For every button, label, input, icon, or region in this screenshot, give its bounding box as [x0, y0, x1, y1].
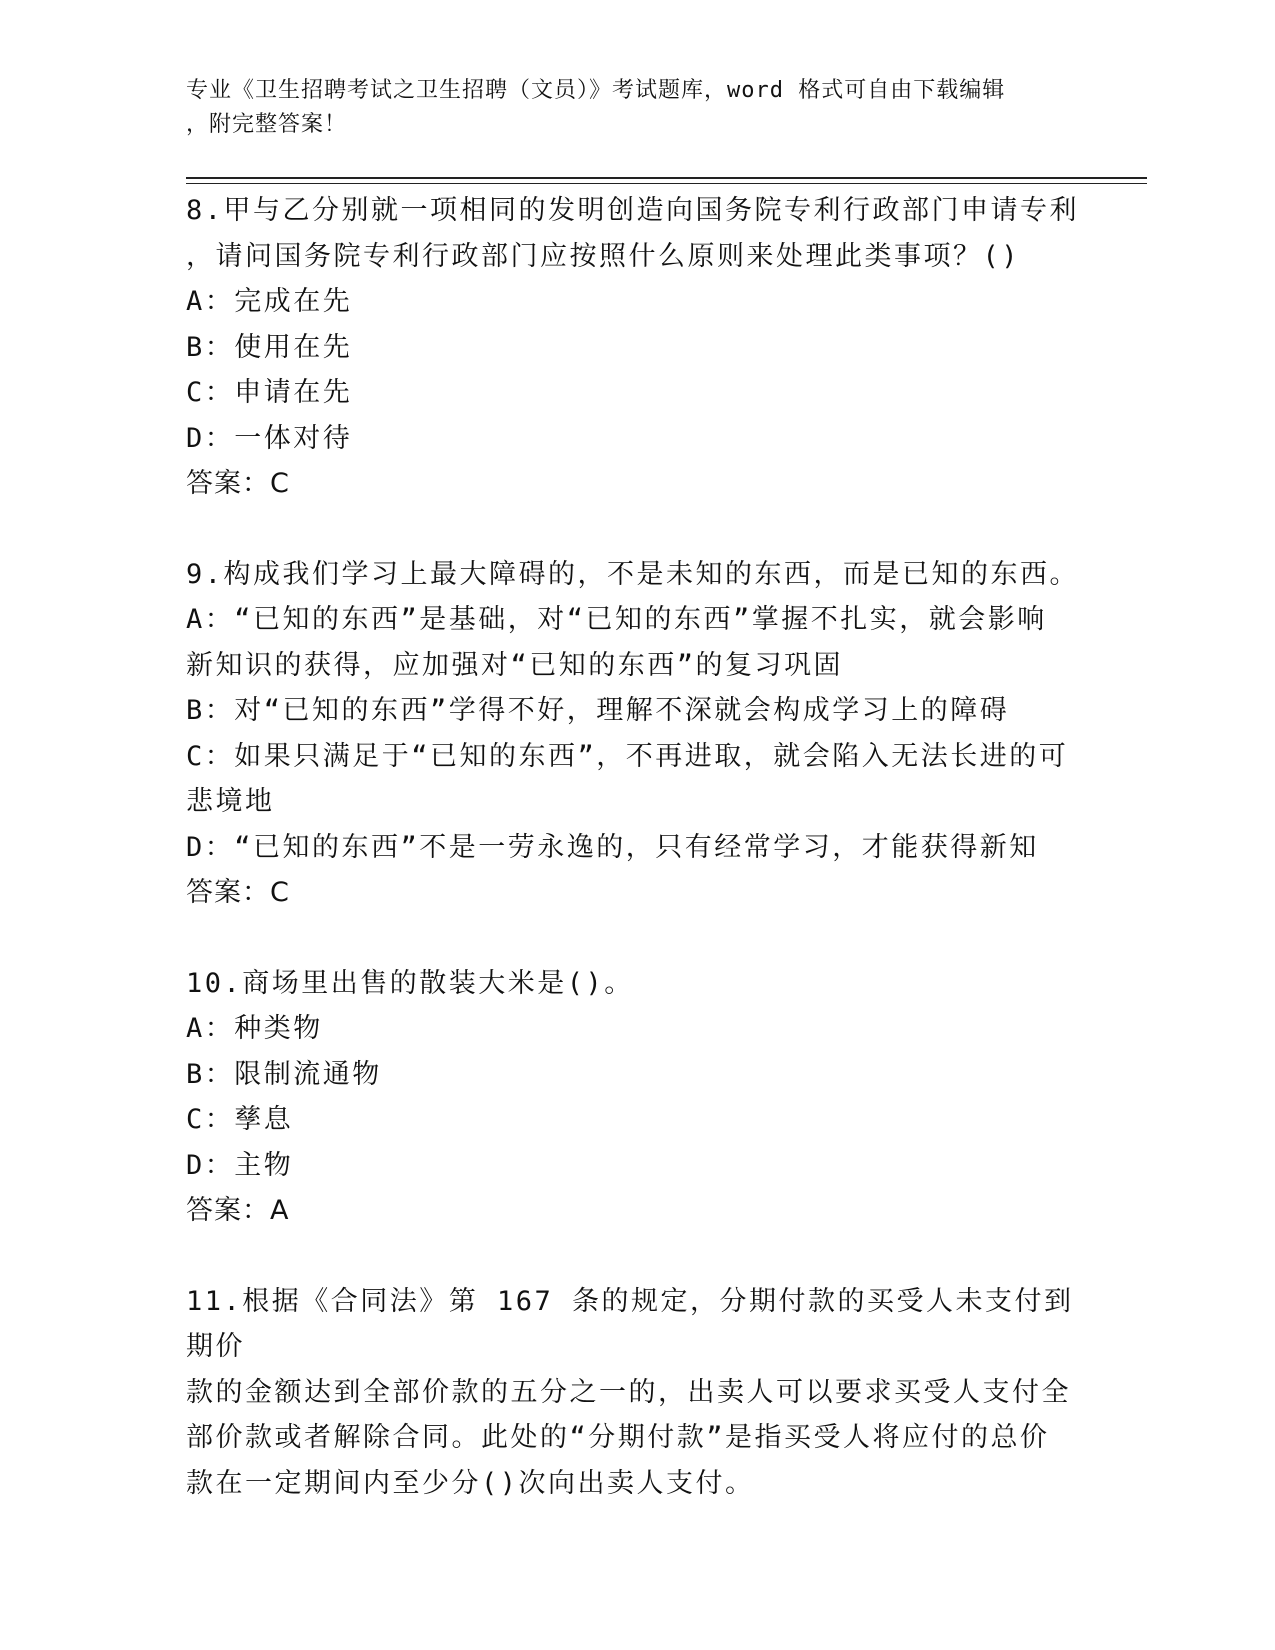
question-stem-line: 8.甲与乙分别就一项相同的发明创造向国务院专利行政部门申请专利: [186, 195, 1080, 226]
option-a: A：完成在先: [186, 286, 353, 317]
question-8: [186, 188, 1086, 507]
answer-line: 答案：C: [186, 877, 290, 908]
option-c-continued: 悲境地: [186, 786, 275, 817]
option-b: B：对“已知的东西”学得不好，理解不深就会构成学习上的障碍: [186, 695, 1010, 726]
document-header: [186, 74, 1086, 142]
option-c: C：如果只满足于“已知的东西”，不再进取，就会陷入无法长进的可: [186, 740, 1069, 772]
option-a: A：种类物: [186, 1013, 323, 1044]
question-stem-line: 部价款或者解除合同。此处的“分期付款”是指买受人将应付的总价: [186, 1422, 1050, 1453]
answer-line: 答案：C: [186, 468, 290, 499]
option-d: D：一体对待: [186, 422, 353, 454]
question-stem-line: 10.商场里出售的散装大米是()。: [186, 967, 634, 999]
question-10: [186, 961, 1086, 1234]
option-d: D：“已知的东西”不是一劳永逸的，只有经常学习，才能获得新知: [186, 831, 1039, 863]
option-b: B：使用在先: [186, 331, 353, 363]
option-a: A：“已知的东西”是基础，对“已知的东西”掌握不扎实，就会影响: [186, 604, 1047, 635]
question-stem-line: ，请问国务院专利行政部门应按照什么原则来处理此类事项？(): [186, 240, 1021, 272]
header-divider-thick: [186, 177, 1147, 179]
header-line-2: ，附完整答案！: [186, 112, 348, 137]
option-b: B：限制流通物: [186, 1058, 382, 1090]
option-d: D：主物: [186, 1149, 294, 1181]
question-stem-line: 11.根据《合同法》第 167 条的规定，分期付款的买受人未支付到期价: [186, 1285, 1074, 1362]
question-stem-line: 款的金额达到全部价款的五分之一的，出卖人可以要求买受人支付全: [186, 1376, 1071, 1408]
answer-line: 答案：A: [186, 1195, 290, 1226]
header-line-1: 专业《卫生招聘考试之卫生招聘（文员）》考试题库，word 格式可自由下载编辑: [186, 78, 1006, 103]
question-11: [186, 1279, 1086, 1507]
question-list: [186, 188, 1086, 1551]
question-stem-line: 9.构成我们学习上最大障碍的，不是未知的东西，而是已知的东西。: [186, 558, 1080, 590]
option-a-continued: 新知识的获得，应加强对“已知的东西”的复习巩固: [186, 649, 844, 681]
option-c: C：孳息: [186, 1104, 294, 1135]
question-stem-line: 款在一定期间内至少分()次向出卖人支付。: [186, 1467, 755, 1499]
header-divider-thin: [186, 183, 1147, 184]
option-c: C：申请在先: [186, 377, 353, 408]
question-9: [186, 552, 1086, 916]
